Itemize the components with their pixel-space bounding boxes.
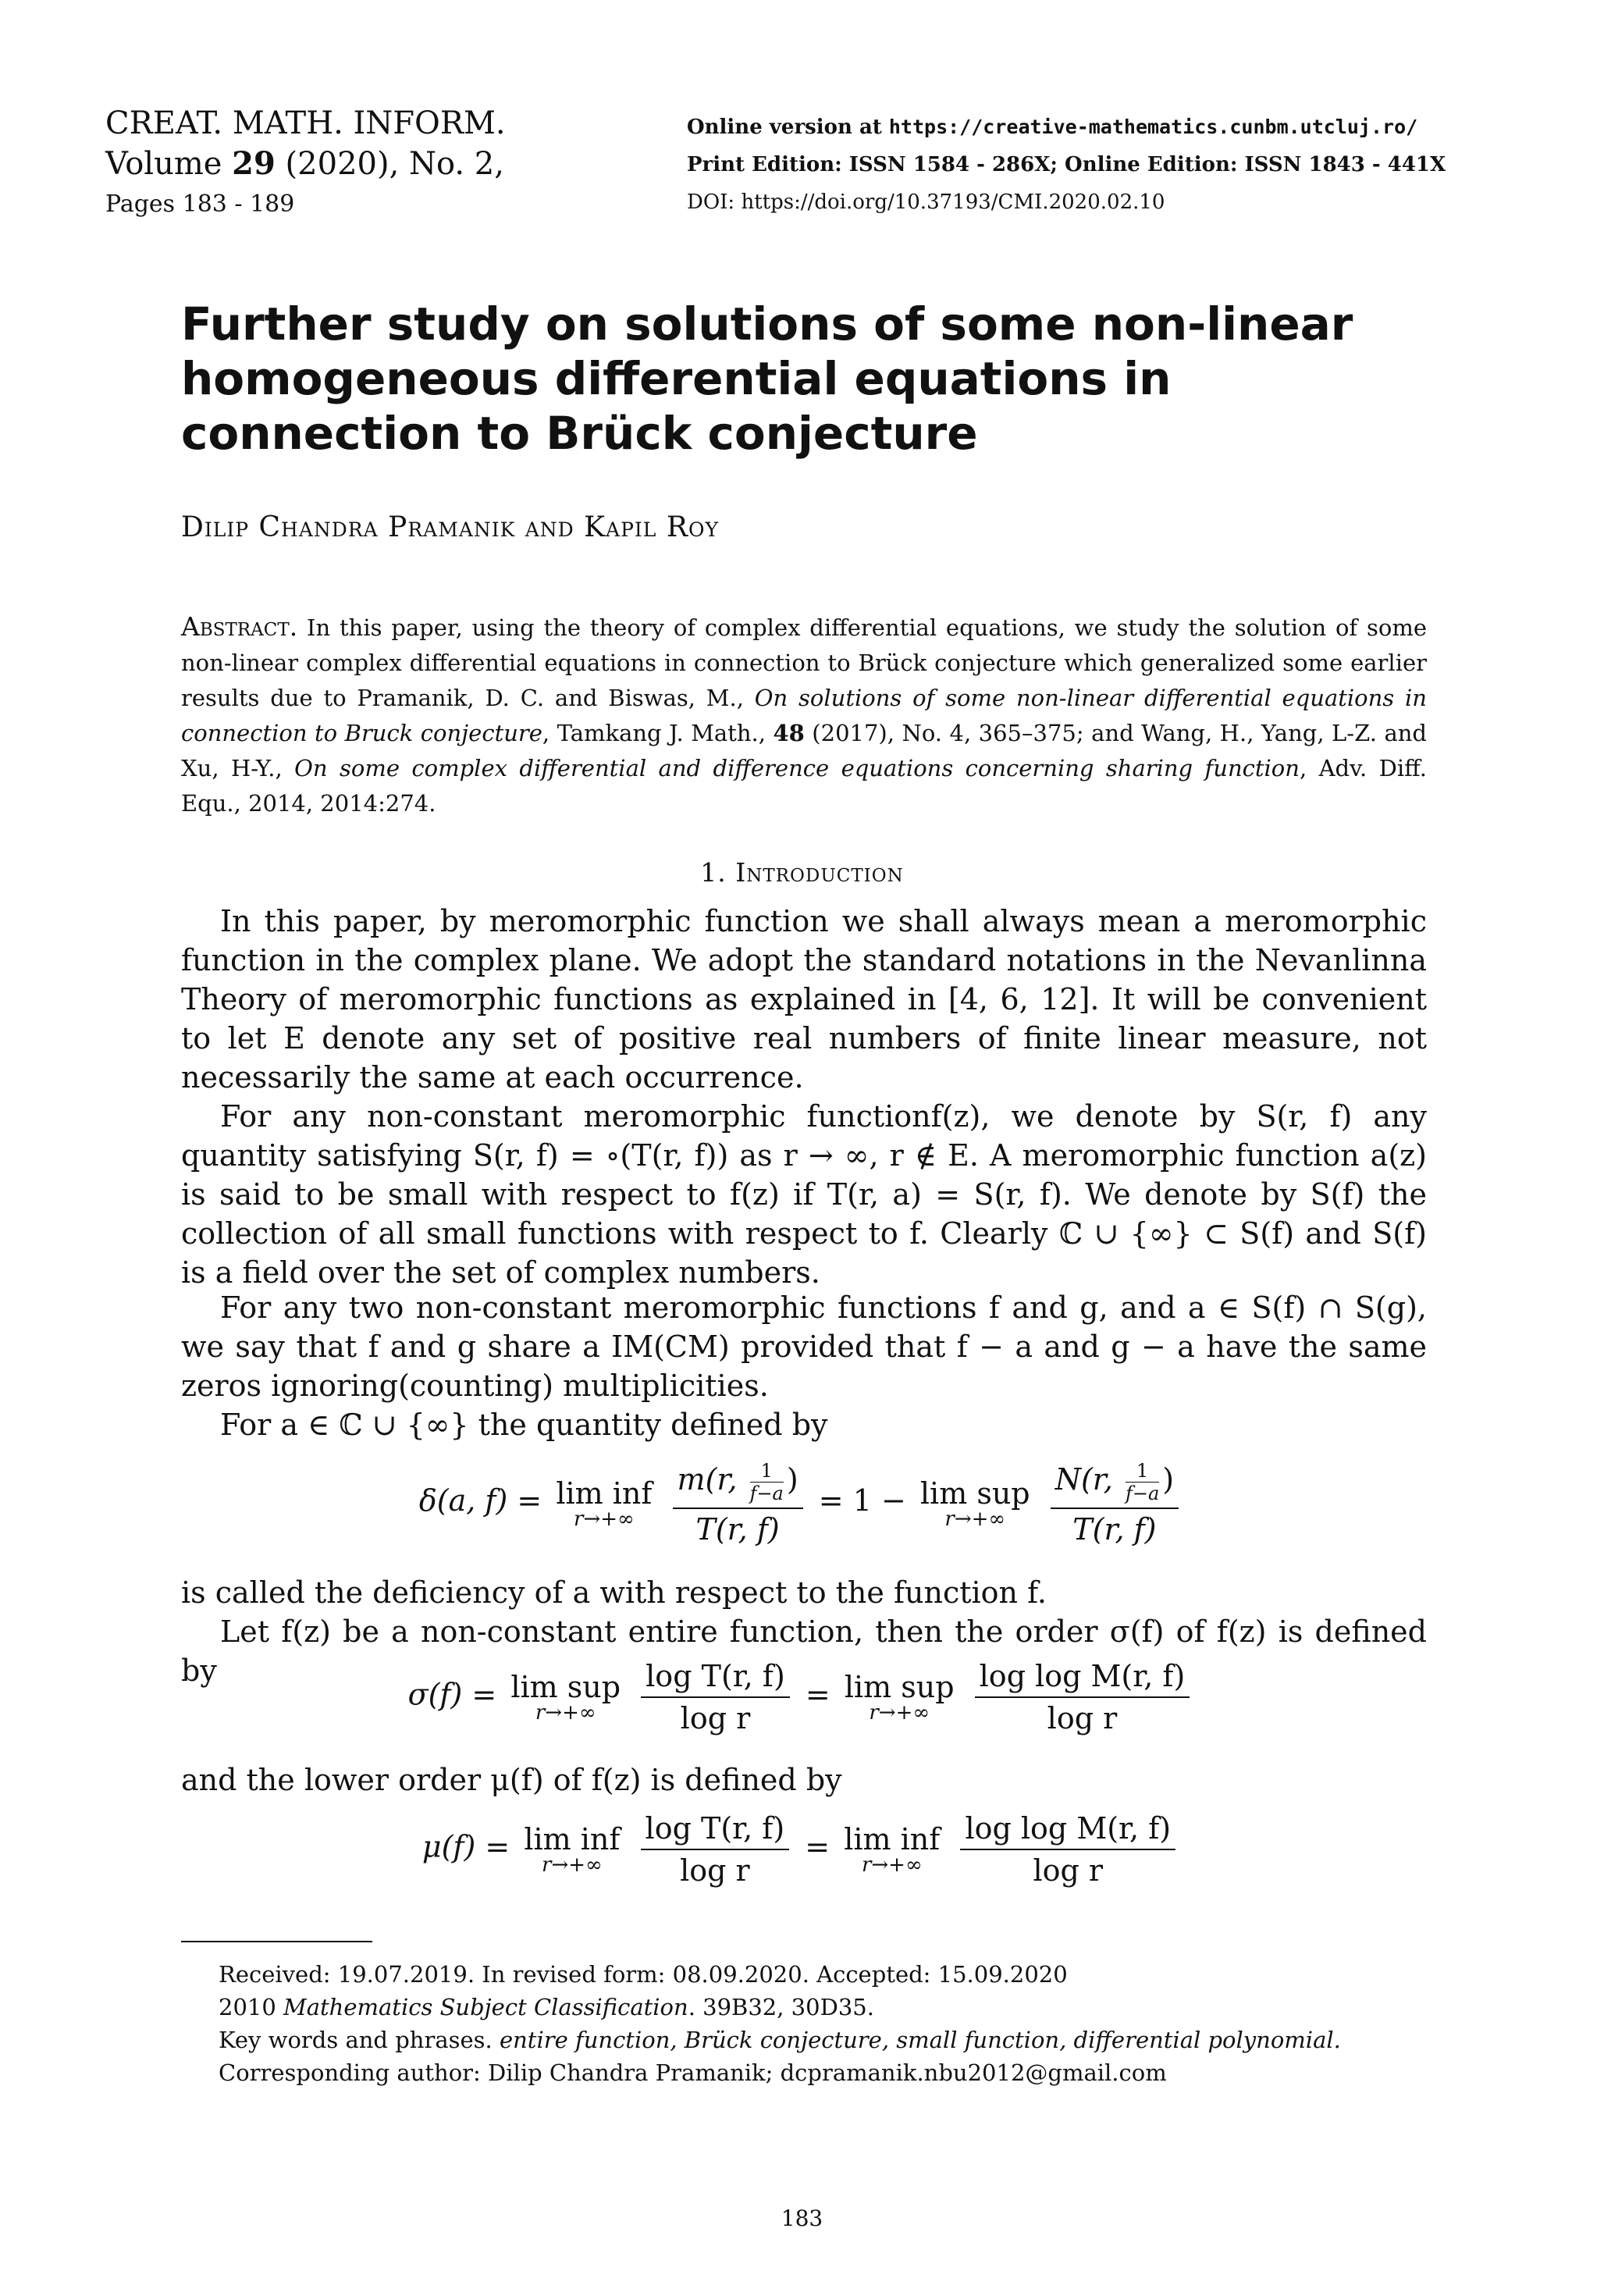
paragraph-7: and the lower order μ(f) of f(z) is defined by [181, 1763, 842, 1797]
abstract: Abstract. In this paper, using the theory of complex differential equations, we study the solution of some non-linear complex differential equations in connection to Brück conjecture which generalized some earlier results due to Pramanik, D. C. and Biswas, M., On solutions of some non-linear differential equations in connection to Bruck conjecture, Tamkang J. Math., 48 (2017), No. 4, 365–375; and Wang, H., Yang, L-Z. and Xu, H-Y., On some complex differential and difference equations concerning sharing function, Adv. Diff. Equ., 2014, 2014:274. [181, 611, 1427, 817]
abstract-label: Abstract. [181, 611, 298, 642]
online-url[interactable]: https://creative-mathematics.cunbm.utcluj.ro/ [888, 116, 1418, 138]
equation-order: σ(f) = lim sup r→+∞ $\frac{\text{log T(r, f)}}{\text{log r}}$ = lim sup r→+∞ $\frac{\text{log log M(r, f)}}{\text{log r}}$ [0, 1659, 1604, 1735]
equation-lower-order: μ(f) = lim inf r→+∞ $\frac{\text{log T(r, f)}}{\text{log r}}$ = lim inf r→+∞ $\frac{\text{log log M(r, f)}}{\text{log r}}$ [0, 1811, 1604, 1888]
paragraph-5: is called the deficiency of a with respect to the function f. [181, 1575, 1047, 1610]
paragraph-1: In this paper, by meromorphic function we shall always mean a meromorphic function in the complex plane. We adopt the standard notations in the Nevanlinna Theory of meromorphic functions as explained in [4, 6, 12]. It will be convenient to let E denote any set of positive real numbers of finite linear measure, not necessarily the same at each occurrence. [181, 904, 1427, 1095]
doi[interactable]: DOI: https://doi.org/10.37193/CMI.2020.02.10 [687, 190, 1165, 214]
equation-deficiency: δ(a, f) = lim inf r→+∞ m(r, $\frac{1}{f-a}$ ) T(r, f) = 1 − lim sup r→+∞ N(r, $\frac{1}{f-a}$ ) T(r, f) [0, 1460, 1604, 1547]
paragraph-2: For any non-constant meromorphic functionf(z), we denote by S(r, f) any quantity satisfying S(r, f) = ∘(T(r, f)) as r → ∞, r ∉ E. A meromorphic function a(z) is said to be small with respect to f(z) if T(r, a) = S(r, f). We denote by S(f) the collection of all small functions with respect to f. Clearly ℂ ∪ {∞} ⊂ S(f) and S(f) is a field over the set of complex numbers. [181, 1099, 1427, 1290]
paper-title: Further study on solutions of some non-linear homogeneous differential equations in connection to Brück conjecture [181, 297, 1353, 460]
page-number: 183 [781, 2205, 823, 2231]
footnote-msc: 2010 Mathematics Subject Classification. 39B32, 30D35. [219, 1994, 874, 2020]
journal-pages: Pages 183 - 189 [105, 190, 295, 218]
journal-volume: Volume 29 (2020), No. 2, [105, 145, 504, 182]
footnote-corresponding: Corresponding author: Dilip Chandra Pramanik; dcpramanik.nbu2012@gmail.com [219, 2059, 1167, 2086]
footnote-rule [181, 1941, 372, 1942]
section-heading: 1. Introduction [700, 857, 904, 888]
paragraph-4: For a ∈ ℂ ∪ {∞} the quantity defined by [220, 1408, 828, 1442]
authors: Dilip Chandra Pramanik and Kapil Roy [181, 511, 719, 543]
footnote-received: Received: 19.07.2019. In revised form: 08.09.2020. Accepted: 15.09.2020 [219, 1961, 1068, 1988]
footnote-keywords: Key words and phrases. entire function, Brück conjecture, small function, differential polynomial. [219, 2027, 1341, 2053]
print-edition: Print Edition: ISSN 1584 - 286X; Online Edition: ISSN 1843 - 441X [687, 153, 1446, 176]
online-version: Online version at https://creative-mathematics.cunbm.utcluj.ro/ [687, 116, 1418, 139]
journal-info [105, 103, 506, 225]
journal-name: CREAT. MATH. INFORM. [105, 105, 506, 141]
paragraph-3: For any two non-constant meromorphic functions f and g, and a ∈ S(f) ∩ S(g), we say that f and g share a IM(CM) provided that f − a and g − a have the same zeros ignoring(counting) multiplicities. [181, 1290, 1427, 1403]
paragraph-6: Let f(z) be a non-constant entire function, then the order σ(f) of f(z) is defined by [181, 1614, 1427, 1688]
